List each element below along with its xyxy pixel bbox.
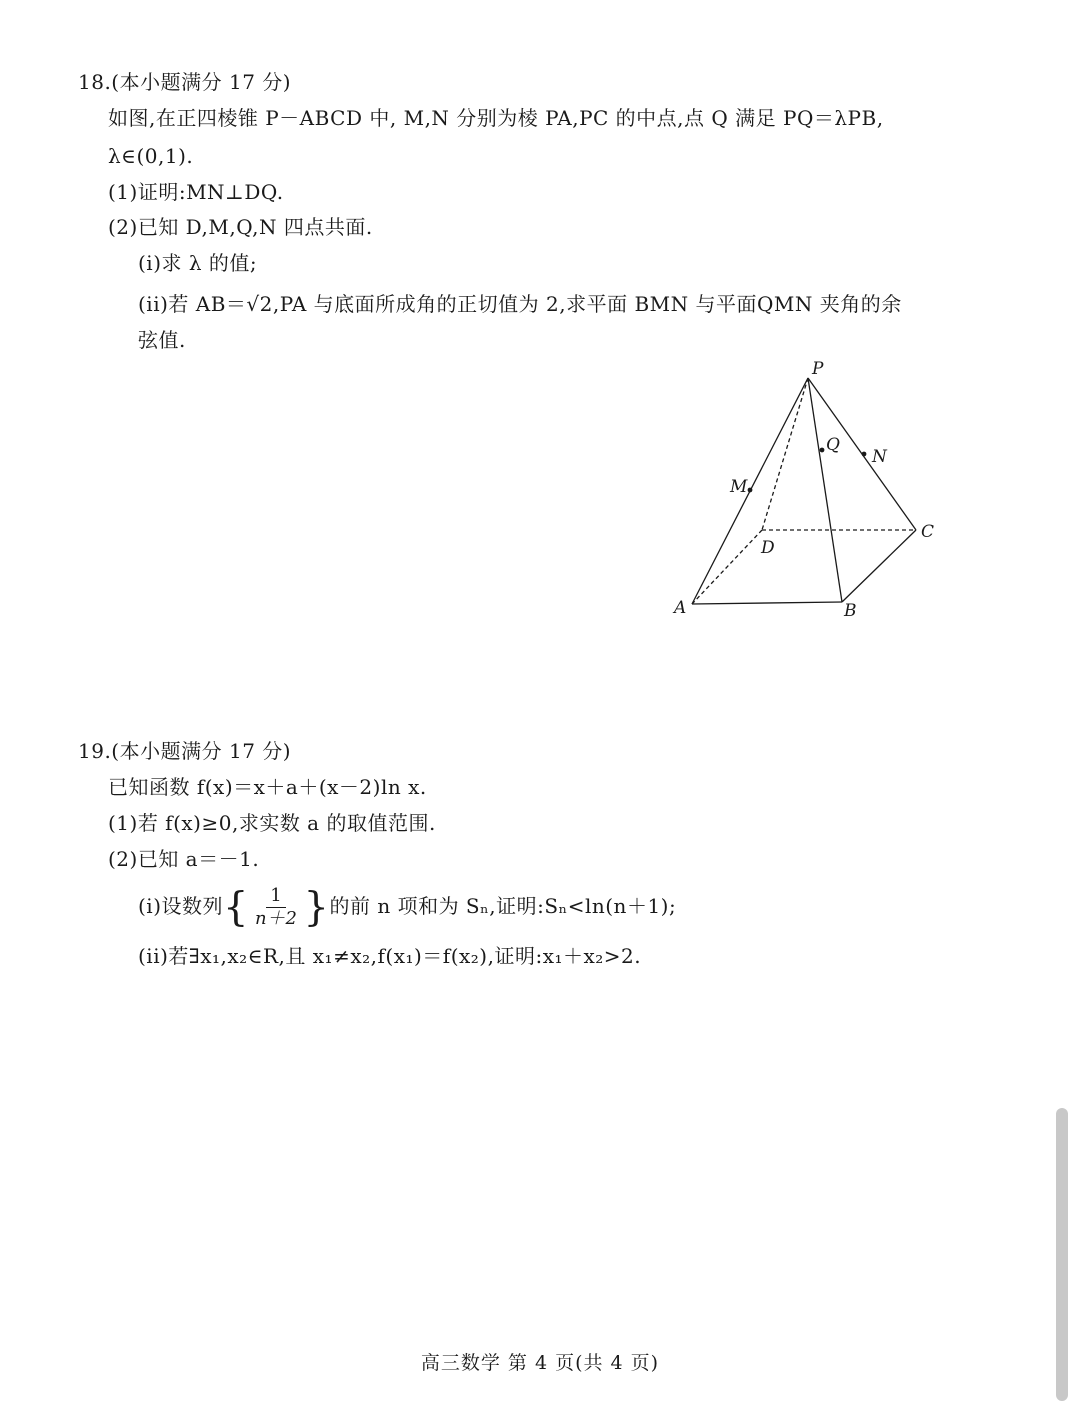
edge-pb xyxy=(808,378,842,602)
label-m: M xyxy=(730,477,748,497)
point-q xyxy=(820,448,825,453)
label-q: Q xyxy=(826,435,840,455)
q19-header: 19.(本小题满分 17 分) xyxy=(78,739,292,763)
q18-stem-line1 xyxy=(108,104,884,132)
q19-part2-ii: (ii)若∃x₁,x₂∈R,且 x₁≠x₂,f(x₁)＝f(x₂),证明:x₁＋x₂>2. xyxy=(138,944,642,968)
q19-stem: 已知函数 f(x)＝x＋a＋(x－2)ln x. xyxy=(108,775,427,799)
edge-bc xyxy=(842,530,916,602)
q18-header: 18.(本小题满分 17 分) xyxy=(78,70,292,94)
fraction-numerator: 1 xyxy=(266,885,286,908)
pyramid-figure xyxy=(668,358,948,628)
q18-vector-condition: PQ＝λPB, xyxy=(783,106,884,130)
label-c: C xyxy=(921,522,935,542)
label-a: A xyxy=(674,598,687,618)
label-p: P xyxy=(812,359,824,379)
q18-part2-ii-line1: (ii)若 AB＝√2,PA 与底面所成角的正切值为 2,求平面 BMN 与平面QMN 夹角的余 xyxy=(138,292,902,316)
q18-part2-ii-line2: 弦值. xyxy=(138,328,186,352)
q19-part2-i-prefix: (i)设数列 xyxy=(138,894,224,918)
q19-part2-i xyxy=(138,884,676,930)
scrollbar-thumb[interactable] xyxy=(1056,1108,1068,1401)
edge-ab xyxy=(692,602,842,604)
q18-part2-i: (i)求 λ 的值; xyxy=(138,251,258,275)
edge-da-hidden xyxy=(692,530,762,604)
q18-stem-text: 如图,在正四棱锥 P－ABCD 中, M,N 分别为棱 PA,PC 的中点,点 Q 满足 xyxy=(108,106,777,130)
point-m xyxy=(748,488,753,493)
q18-part2: (2)已知 D,M,Q,N 四点共面. xyxy=(108,215,373,239)
point-n xyxy=(862,452,867,457)
label-n: N xyxy=(872,447,887,467)
right-brace: } xyxy=(303,884,330,931)
q19-part2-i-suffix: 的前 n 项和为 Sₙ,证明:Sₙ<ln(n＋1); xyxy=(329,894,677,918)
q19-part1: (1)若 f(x)≥0,求实数 a 的取值范围. xyxy=(108,811,436,835)
label-d: D xyxy=(761,538,775,558)
left-brace: { xyxy=(223,884,249,931)
q19-part2: (2)已知 a＝－1. xyxy=(108,847,260,871)
q18-part1: (1)证明:MN⊥DQ. xyxy=(108,180,284,204)
label-b: B xyxy=(844,601,857,621)
fraction-denominator: n＋2 xyxy=(254,908,298,929)
sequence-fraction xyxy=(251,885,302,930)
page-footer: 高三数学 第 4 页(共 4 页) xyxy=(420,1352,660,1374)
q18-stem-line2: λ∈(0,1). xyxy=(108,144,194,168)
